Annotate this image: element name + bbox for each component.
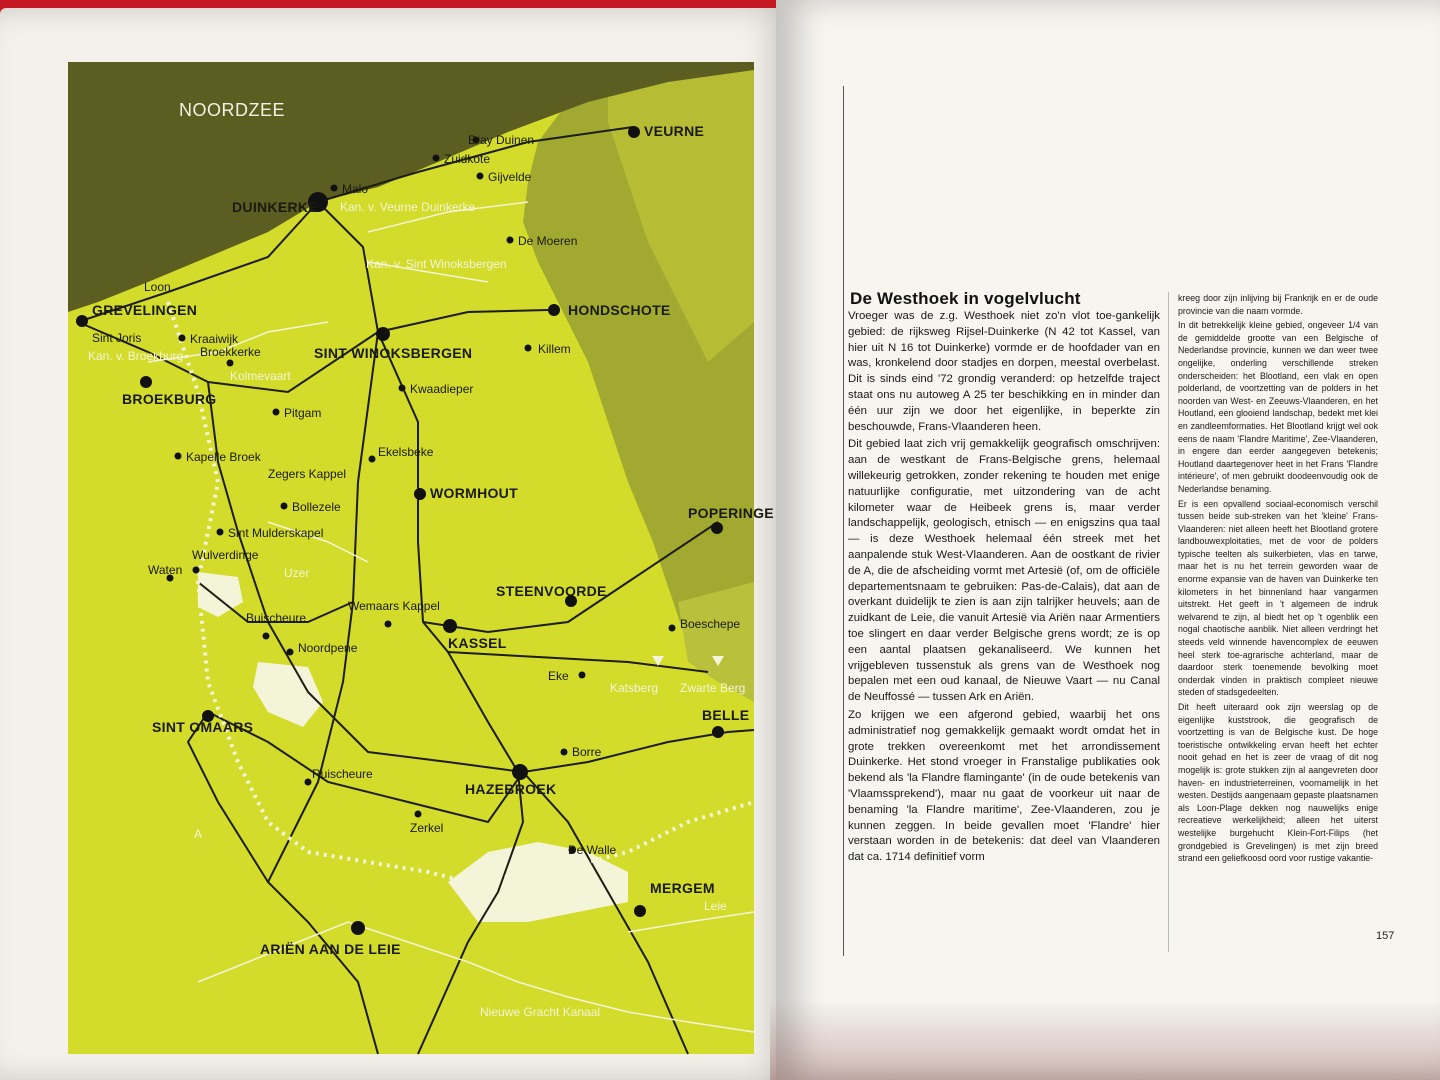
- town-dot-small: [415, 811, 422, 818]
- town-noordpene: Noordpene: [298, 641, 358, 655]
- town-dot-small: [227, 360, 234, 367]
- town-dot-small: [477, 173, 484, 180]
- town-dot-small: [179, 335, 186, 342]
- margin-rule: [843, 86, 844, 956]
- town-dot-belle: [712, 726, 724, 738]
- hill-zwarte-berg: Zwarte Berg: [680, 681, 746, 695]
- town-dot-small: [385, 621, 392, 628]
- town-bollezele: Bollezele: [292, 500, 341, 514]
- label-kanaal-broekburg: Kan. v. Broekburg: [88, 349, 184, 363]
- label-uzer: Uzer: [284, 566, 310, 580]
- column-divider: [1168, 292, 1169, 952]
- label-kanaal-veurne-duinkerke: Kan. v. Veurne Duinkerke: [340, 200, 476, 214]
- town-sint-joris: Sint Joris: [92, 331, 142, 345]
- town-kraaiwijk: Kraaiwijk: [190, 332, 239, 346]
- town-loon: Loon: [144, 280, 171, 294]
- town-dot-small: [561, 749, 568, 756]
- label-leie: Leie: [704, 899, 727, 913]
- town-dot-grevelingen: [76, 315, 88, 327]
- town-sint-mulderskapel: Sint Mulderskapel: [228, 526, 324, 540]
- town-dot-small: [263, 633, 270, 640]
- town-malo: Malo: [342, 182, 369, 196]
- town-dot-mergem: [634, 905, 646, 917]
- town-zegers-kappel: Zegers Kappel: [268, 467, 347, 481]
- paragraph: Zo krijgen we een afgerond gebied, waarbij het ons administratief nog gemakkelijk gemaakt wordt omdat het in grote trekken overeenkomt met het arrondissement Duinkerke. Het stond vroeger in Franstalige publikaties ook bekend als 'la Flandre flamingante' (in de oude betekenis van 'Vlaamssprekend'), maar nu gaat de voorkeur uit naar de benaming 'la Flandre maritime', Zee-Vlaanderen, zou je kunnen zeggen. In beide gevallen moet 'Flandre' hier verstaan worden in de betekenis: dat deel van Vlaanderen dat ca. 1714 definitief vorm: [848, 708, 1160, 864]
- town-dot-small: [281, 503, 288, 510]
- label-a: A: [194, 827, 203, 841]
- town-dot-small: [579, 672, 586, 679]
- article-title: De Westhoek in vogelvlucht: [850, 289, 1081, 309]
- town-killem: Killem: [538, 342, 571, 356]
- town-dot-small: [305, 779, 312, 786]
- town-buischeure: Buischeure: [246, 611, 307, 625]
- town-dot-small: [287, 649, 294, 656]
- town-dot-small: [433, 155, 440, 162]
- town-zerkel: Zerkel: [410, 821, 444, 835]
- paragraph: kreeg door zijn inlijving bij Frankrijk en er de oude provincie van die naam vormde.: [1178, 293, 1378, 316]
- label-kanaal-sint-winoksbergen: Kan. v. Sint Winoksbergen: [366, 257, 507, 271]
- page-shadow: [770, 1000, 1440, 1080]
- town-dot-small: [369, 456, 376, 463]
- paragraph: Er is een opvallend sociaal-economisch verschil tussen beide sub-streken van het 'kleine' Frans-Vlaanderen: niet alleen heeft het Blootland grotere landbouwexploitaties, met de voor de polders typische teelten als suikerbieten, vlas en tarwe, maar het is nu het terrein geworden waar de enorme expansie van de haven van Duinkerke ten kilometers in het binnenland haar vangarmen uitstrekt. Het geeft in 't algemeen de indruk welvarend te zijn, al biedt het op 't ogenblik een nogal chaotische aanblik. Niet alleen verdringt het steeds veld winnende havencomplex de eeuwen heel sterk toe-agrarische achterland, maar de daardoor sterk toenemende bevolking moet onderdak vinden in praktisch compleet nieuwe steden of stadsgedeelten.: [1178, 498, 1378, 698]
- town-wulverdinge: Wulverdinge: [192, 548, 259, 562]
- town-mergem: MERGEM: [650, 880, 715, 896]
- town-arien: ARIËN AAN DE LEIE: [260, 941, 401, 957]
- town-dot-small: [273, 409, 280, 416]
- town-veurne: VEURNE: [644, 123, 705, 139]
- town-dot-small: [193, 567, 200, 574]
- town-broekkerke: Broekkerke: [200, 345, 261, 359]
- town-dot-wormhout: [414, 488, 426, 500]
- town-dot-small: [507, 237, 514, 244]
- town-kapelle-broek: Kapelle Broek: [186, 450, 261, 464]
- town-gijvelde: Gijvelde: [488, 170, 532, 184]
- map-svg: [68, 62, 774, 1054]
- town-dot-small: [331, 185, 338, 192]
- town-ekelsbeke: Ekelsbeke: [378, 445, 434, 459]
- town-poperinge: POPERINGE: [688, 505, 774, 521]
- paragraph: Dit heeft uiteraard ook zijn weerslag op de eigenlijke kuststrook, die geografisch de voortzetting is van de Belgische kust. De hoge toeristische ontwikkeling ervan heeft het echter nooit gehad en het is zeer de vraag of dit nog mogelijk is: grote stukken zijn al aangevreten door haven- en industrieterreinen, voornamelijk in het westen. Destijds aangenaam gepaste plaatsnamen als Loon-Plage dekken nog nauwelijks enige recreatieve werkelijkheid; alleen het uiterst westelijke burgehucht Klein-Fort-Filips (het grondgebied is Grevelingen) is met zijn breed strand een geliefkoosd oord voor rustige vakantie-: [1178, 702, 1378, 864]
- town-borre: Borre: [572, 745, 602, 759]
- town-dot-veurne: [628, 126, 640, 138]
- town-bray-duinen: Bray Duinen: [468, 133, 535, 147]
- town-broekburg: BROEKBURG: [122, 391, 217, 407]
- map-westhoek: [68, 62, 774, 1054]
- town-sint-winoksbergen: SINT WINOKSBERGEN: [314, 345, 473, 361]
- article-column-2: [1178, 292, 1378, 867]
- town-grevelingen: GREVELINGEN: [92, 302, 198, 318]
- paragraph: Vroeger was de z.g. Westhoek niet zo'n vlot toe-gankelijk gebied: de rijksweg Rijsel-Duinkerke (N 42 tot Kassel, van hier uit N 16 tot Duinkerke) vormde er de hoofdader van en was, kronkelend door stadjes en dorpen, meestal overbelast. Dit is sinds eind '72 grondig veranderd: op hetzelfde traject staat ons nu autoweg A 25 ter beschikking en in minder dan één uur zijn we door het eigenlijke, in beperkte zin beschouwde, Frans-Vlaanderen heen.: [848, 310, 1160, 433]
- article-column-1: [848, 309, 1160, 868]
- town-dot-arien: [351, 921, 365, 935]
- town-dot-hondschote: [548, 304, 560, 316]
- town-dot-small: [175, 453, 182, 460]
- hill-katsberg: Katsberg: [610, 681, 659, 695]
- town-hondschote: HONDSCHOTE: [568, 302, 671, 318]
- town-de-walle: De Walle: [568, 843, 617, 857]
- town-hazebroek: HAZEBROEK: [465, 781, 557, 797]
- town-duinkerke: DUINKERKE: [232, 199, 318, 215]
- town-kwaadieper: Kwaadieper: [410, 382, 474, 396]
- sea-label: NOORDZEE: [179, 100, 286, 120]
- town-ruischeure: Ruischeure: [312, 767, 373, 781]
- town-dot-small: [217, 529, 224, 536]
- town-dot-sint-winoksbergen: [376, 327, 390, 341]
- paragraph: In dit betrekkelijk kleine gebied, ongeveer 1/4 van de gemiddelde grootte van een Belgische of Nederlandse provincie, kunnen we dan weer twee ongelijke, onderling verschillende streken onderscheiden: het Blootland, een vlak en open polderland, de voortzetting van de polders in het noorden van West- en Zeeuws-Vlaanderen, en het Houtland, een glooiend landschap, bedekt met klei en zandleemformaties. Het Blootland krijgt wel ook eens de naam 'Flandre Maritime', Zee-Vlaanderen, in engere dan eerder aangegeven betekenis; Houtland daartegenover heet in het Frans 'Flandre intérieure', of men gebruikt doodeenvoudig ook de Nederlandse benaming.: [1178, 320, 1378, 494]
- town-dot-small: [669, 625, 676, 632]
- town-eke: Eke: [548, 669, 569, 683]
- town-wormhout: WORMHOUT: [430, 485, 518, 501]
- page-number: 157: [1376, 930, 1395, 942]
- town-dot-hazebroek: [512, 764, 528, 780]
- town-belle: BELLE: [702, 707, 750, 723]
- town-dot-small: [525, 345, 532, 352]
- town-dot-poperinge: [711, 522, 723, 534]
- town-dot-kassel: [443, 619, 457, 633]
- town-kassel: KASSEL: [448, 635, 507, 651]
- town-dot-broekburg: [140, 376, 152, 388]
- town-de-moeren: De Moeren: [518, 234, 578, 248]
- label-nieuwe-gracht-kanaal: Nieuwe Gracht Kanaal: [480, 1005, 601, 1019]
- label-kolmevaart: Kolmevaart: [230, 369, 291, 383]
- town-wemaars-kappel: Wemaars Kappel: [348, 599, 440, 613]
- town-waten: Waten: [148, 563, 183, 577]
- town-boeschepe: Boeschepe: [680, 617, 741, 631]
- town-steenvoorde: STEENVOORDE: [496, 583, 607, 599]
- town-zuidkote: Zuidkote: [444, 152, 491, 166]
- town-sint-omaars: SINT OMAARS: [152, 719, 254, 735]
- town-dot-small: [399, 385, 406, 392]
- town-pitgam: Pitgam: [284, 406, 322, 420]
- paragraph: Dit gebied laat zich vrij gemakkelijk geografisch omschrijven: aan de westkant de Frans-Belgische grens, helemaal willekeurig getrokken, zonder rekening te houden met enige natuurlijke configuratie, met uitzondering van de acht kilometer waar de Heibeek grens is, maar verder landschappelijk, geologisch, etnisch — en enigszins qua taal — is deze Westhoek helemaal één streek met het aanpalende stuk West-Vlaanderen. Aan de oostkant de rivier de A, die de afscheiding vormt met Artesië (of, om de officiële departementsnaam te gebruiken: Pas-de-Calais), dat aan de overkant duidelijk te zien is aan zijn talrijker heuvels; aan de zuidkant de Leie, die vanuit Artesië via Ariën naar Armentiers toe slingert en daar verder Belgische grens wordt; ze is op een aantal plaatsen gekanaliseerd. We kunnen het vrijgebleven tussenstuk als grens van de Westhoek nog bepalen met een oud kanaal, de Nieuwe Vaart — nu Canal de Neuffossé — tussen Ark en Ariën.: [848, 438, 1160, 704]
